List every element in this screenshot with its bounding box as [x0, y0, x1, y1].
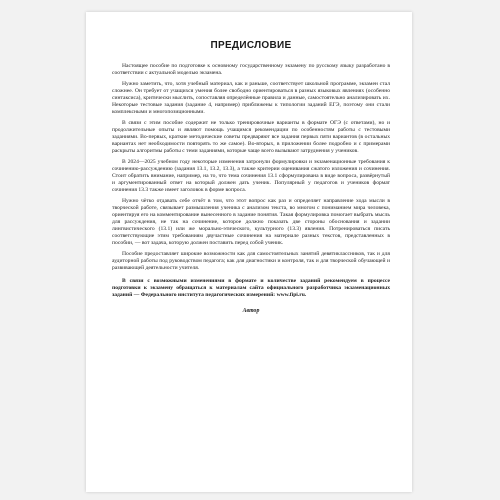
author-signature: Автор — [242, 307, 260, 314]
paragraph-2: Нужно заметить, что, хотя учебный материал, как и раньше, соответствует школьной программе, экзамен стал сложнее. Он требует от учащихся умения более свободно ориентироваться в разных языковых явлениях (особенно синтаксиса), критически мыслить, сопоставляя определённые правила и данные, самостоятельно анализировать их. Некоторые тестовые задания (задание 4, например) приближены к типологии заданий ЕГЭ, поэтому они стали комплексными и многопозиционными. — [112, 81, 390, 115]
paragraph-3: В связи с этим пособие содержит не только тренировочные варианты в формате ОГЭ (с ответами), но и продолжительные опыты и являют помощь учащимся рекомендации по особенностям работы с тестовыми заданиями. Во-первых, краткие методические советы предваряют все задания первых пяти вариантов (в остальных вариантах нет необходимости повторять то же самое). Во-вторых, в приложении более подробно и с примерами раскрыты алгоритмы работы с теми заданиями, которые чаще всего вызывают затруднения у учеников. — [112, 120, 390, 154]
paragraph-6: Пособие предоставляет широкие возможности как для самостоятельных занятий девятиклассников, так и для аудиторной работы под руководством педагога; как для диагностики и контроля, так и для творческой обучающей и развивающей деятельности учителя. — [112, 251, 390, 272]
book-page — [86, 12, 412, 492]
notice-paragraph: В связи с возможными изменениями в формате и количестве заданий рекомендуем в процессе подготовки к экзамену обращаться к материалам сайта официального разработчика экзаменационных заданий — Федерального института педагогических измерений: www.fipi.ru. — [112, 277, 390, 298]
paragraph-5: Нужно чётко отдавать себе отчёт в том, что этот вопрос как раз и определяет направление хода мысли в творческой работе, связывает размышления ученика с анализом текста, во многом с пониманием мира человека, ориентируя его на комментирование вынесенного в задание понятия. Такая формулировка помогает выбрать мысль для рассуждения, не так на сочинение, которое должно показать две стороны обоснования и задании лингвистического (13.1) или же морально-этического, культурного (13.3) явления. Потренироваться писать соответствующие этим требованиям двучастные сочинения на материале разных текстов, представленных в пособии, — вот задача, которую должен поставить перед собой ученик. — [112, 198, 390, 246]
paragraph-4: В 2024—2025 учебном году некоторые изменения затронули формулировки и экзаменационные требования к сочинению-рассуждению (задания 13.1, 13.2, 13.3), а также критерии оценивания сжатого изложения и сочинения. Стоит обратить внимание, например, на то, что тема сочинения 13.1 сформулирована в виде вопроса, развёрнутый и аргументированный ответ на который должен дать ученик. Популярный у педагогов и учеников формат сочинения 13.3 также имеет заголовок в форме вопроса. — [112, 159, 390, 193]
paragraph-1: Настоящее пособие по подготовке к основному государственному экзамену по русскому языку разработано в соответствии с актуальной моделью экзамена. — [112, 63, 390, 76]
preface-body — [112, 63, 390, 272]
page-title: ПРЕДИСЛОВИЕ — [210, 40, 292, 51]
